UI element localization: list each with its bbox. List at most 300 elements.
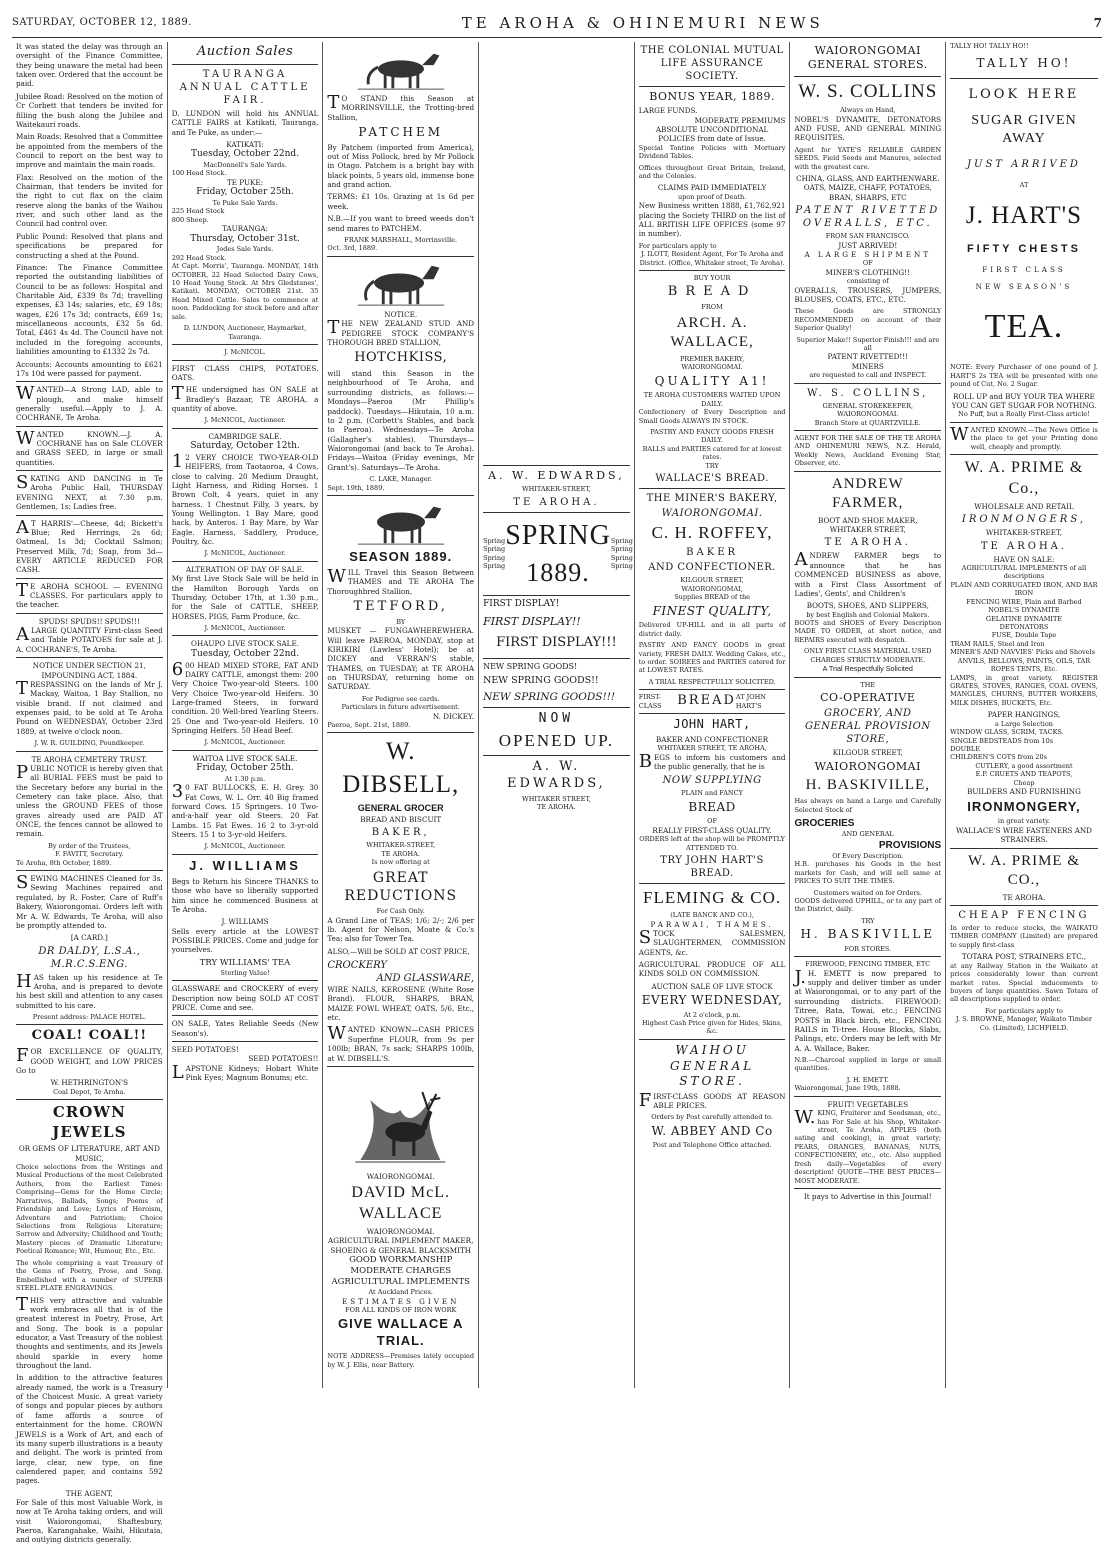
patent-overalls: PATENT RIVETTED OVERALLS, ETC. <box>795 205 941 230</box>
divider <box>16 578 163 579</box>
patchem-name: PATCHEM <box>358 125 444 140</box>
provisions-label: PROVISIONS <box>878 839 942 851</box>
fifty-chests: FIFTY CHESTS <box>966 243 1081 256</box>
look-here: LOOK HERE <box>968 87 1080 103</box>
balls-parties: BALLS and PARTIES catered for at lowest rates. <box>642 444 782 462</box>
wholesale-retail: WHOLESALE AND RETAIL <box>974 501 1074 511</box>
collins-heading-2: W. S. COLLINS, <box>807 387 929 399</box>
new-business: New Business written 1888, £1,762,921 placing the Society THIRD on the list of ALL BRITISH LIFE OFFICES (some 97 in number). <box>638 201 786 239</box>
kilgour-street: KILGOUR STREET, <box>832 748 903 758</box>
fleming-stock: STOCK SALESMEN, SLAUGHTERMEN, COMMISSION AGENTS, &c. <box>638 926 786 957</box>
give-wallace-trial: GIVE WALLACE A TRIAL. <box>337 1316 464 1349</box>
hotchkiss-name: HOTCHKISS, <box>354 350 448 366</box>
plain-fancy: PLAIN and FANCY <box>681 789 743 798</box>
ad-notice-heading: NOTICE UNDER SECTION 21, IMPOUNDING ACT, 1884. <box>32 661 146 680</box>
waitoa-heading: WAITOA LIVE STOCK SALE. <box>192 753 298 763</box>
ad-spuds: ALARGE QUANTITY First-class Seed and Table POTATOES for sale at J. A. COCHRANE'S, Te Aroha. <box>16 624 163 654</box>
katikati-date: Tuesday, October 22nd. <box>191 149 300 160</box>
roffey-confectioner: AND CONFECTIONER. <box>648 562 776 574</box>
san-francisco: FROM SAN FRANCISCO. <box>825 232 910 241</box>
crown-jewels-contents: Choice selections from the Writings and Musical Productions of the most Celebrated Authors, from the Earliest Times: Comprising—Gems for the Home Circle; Narratives, Ballads, Songs; Poems of Friendship and Love; Lyrics of Heroism, Adventure and Patriotism; Choice Selections from Religious Literature; Sorrow and Adversity; Childhood and Youth; Mastery pieces of Dramatic Literature; Poetical Romance; Wit, Humour, Etc., Etc. <box>16 1162 163 1256</box>
spring-year: 1889. <box>526 558 590 588</box>
mcl-wallace-heading: DAVID McL. WALLACE <box>351 1184 451 1223</box>
apply-to: For particulars apply to <box>985 1006 1063 1015</box>
tauranga-yard: Jodes Sale Yards. <box>216 245 274 254</box>
spring-side-right <box>611 537 633 571</box>
tauranga-date: Thursday, October 31st. <box>190 233 300 244</box>
divider <box>639 883 786 884</box>
stock-line: CUTLERY, a good assortment <box>975 761 1073 770</box>
column-6 <box>790 42 946 1388</box>
also-sold: ALSO,—Will be SOLD AT COST PRICE, <box>327 946 470 956</box>
mcnicol-auctioneer: J. McNICOL, Auctioneer. <box>204 624 286 633</box>
newspaper-title: TE AROHA & OHINEMURI NEWS <box>461 13 824 32</box>
waikato-timber: In order to reduce stocks, the WAIKATO TIMBER COMPANY (Limited) are prepared to supply first-class <box>950 923 1098 949</box>
tepuke-date: Friday, October 25th. <box>196 187 294 198</box>
divider <box>16 426 163 427</box>
for-stores: FOR STORES. <box>844 944 892 953</box>
at-harts: AT JOHN HART'S <box>735 693 766 710</box>
spring-side: Spring <box>610 545 633 554</box>
tetford-pedigree: For Pedigree see cards. <box>361 694 440 703</box>
williams-heading: J. WILLIAMS <box>189 857 301 873</box>
stock-line: E.P. CRUETS AND TEAPOTS, <box>975 770 1073 779</box>
stock-line: DETONATORS <box>999 622 1049 631</box>
browne-signature: J. S. BROWNE, Manager, Waikato Timber Co. (Limited), LICHFIELD. <box>955 1015 1093 1032</box>
williams-prices: Sells every article at the LOWEST POSSIBLE PRICES. Come and judge for yourselves. <box>171 926 319 955</box>
wire-ad: WIRE NAILS, KEROSENE (White Rose Brand). FLOUR, SHARPS, BRAN, MAIZE FOWL WHEAT, OATS, 5/6, Etc., etc. <box>327 985 475 1023</box>
waiorongomai-label: WAIORONGOMAI. <box>837 410 899 419</box>
john-hart-heading: JOHN HART, <box>673 717 751 732</box>
confectionery: Confectionery of Every Description and Small Goods ALWAYS IN STOCK. <box>638 408 786 425</box>
masthead <box>12 8 1102 38</box>
orders-left: ORDERS left at the shop will be PROMPTLY ATTENDED TO. <box>639 835 785 852</box>
morris-sale: At Capt. Morris', Tauranga. MONDAY, 14th OCTOBER, 22 Head Selected Dairy Cows, 10 Head Young Stock. At Mrs Gledstanes', Katikati. MONDAY, OCTOBER 21st. 35 Head Mixed Cattle. Sales to commence at noon. Paddocking for stock before and after sale. <box>171 262 319 321</box>
cemetery-signature: F. FAVITT, Secretary. <box>55 850 124 859</box>
oats-maize: OATS, MAIZE, CHAFF, POTATOES, BRAN, SHARPS, ETC <box>803 183 932 202</box>
prime-town-2: TE AROHA. <box>1002 892 1046 902</box>
waitoa-time: At 1.30 p.m. <box>224 774 266 783</box>
edwards-town: TE AROHA. <box>513 496 600 508</box>
spring-side: Spring <box>610 553 633 562</box>
now-supplying: NOW SUPPLYING <box>662 775 762 787</box>
ad-coal-heading: COAL! COAL!! <box>31 1028 148 1044</box>
council-report-para: Public Pound: Resolved that plans and specifications be prepared for constructing a shed at the Pound. <box>16 231 163 260</box>
divider <box>327 732 474 733</box>
dibsell-heading: W. DIBSELL, <box>342 738 460 798</box>
council-report-para: Main Roads: Resolved that a Committee be appointed from the members of the Council to report on the best way to improve and maintain the main roads. <box>16 132 163 170</box>
divider <box>639 86 786 87</box>
mcl-line: ESTIMATES GIVEN <box>341 1296 460 1306</box>
cambridge-heading: CAMBRIDGE SALE. <box>208 431 282 441</box>
boot-maker: BOOT AND SHOE MAKER, <box>818 515 918 525</box>
divider <box>172 428 319 429</box>
spring-side: Spring <box>483 536 506 545</box>
boots-shoes: BOOTS, SHOES, AND SLIPPERS, <box>806 601 929 611</box>
mcl-line: FOR ALL KINDS OF IRON WORK <box>345 1305 457 1314</box>
waiorongomai-heading: WAIORONGOMAI <box>814 759 921 773</box>
cheap-fencing: CHEAP FENCING <box>958 909 1090 921</box>
stock-line: ANVILS, BELLOWS, PAINTS, OILS, TAR ROPES TENTS, Etc. <box>957 656 1091 674</box>
farmer-body: ANDREW FARMER begs to announce that he has COMMENCED BUSINESS as above, with a First Class Assortment of Ladies', Gents', and Children's <box>794 549 942 598</box>
column-7 <box>946 42 1102 1388</box>
railway-station: at any Railway Station in the Waikato at prices considerably lower than current market rates. Special inducements to buyers of large quantities. Sawn Totara of all descriptions supplied to order. <box>950 961 1098 1004</box>
large-shipment: A LARGE SHIPMENT <box>804 249 932 259</box>
williams-tea-sub: Sterling Value! <box>220 968 270 977</box>
divider <box>483 465 630 466</box>
inspect: are requested to call and INSPECT. <box>809 371 927 380</box>
harts-heading: J. HART'S <box>965 201 1083 229</box>
council-report-para: Accounts: Accounts amounting to £621 17s 10d were passed for payment. <box>16 359 163 378</box>
divider <box>16 1024 163 1025</box>
ad-trespass: TRESPASSING on the lands of Mr J. Mackay, Waitoa, 1 Bay Stallion, no visible brand. If not claimed and expenses paid, to be sold at Te Aroha Pound on WEDNESDAY, October 23rd 1889, at twelve o'clock noon. <box>16 677 163 736</box>
claims-paid: CLAIMS PAID IMMEDIATELY <box>657 183 767 193</box>
builders: BUILDERS AND FURNISHING <box>967 787 1081 797</box>
divider <box>16 1099 163 1100</box>
ad-dalby-heading: DR DALDY, L.S.A., M.R.C.S.ENG. <box>38 945 141 970</box>
divider <box>794 956 941 957</box>
seeds-ad: ON SALE, Yates Reliable Seeds (New Season's). <box>171 1019 319 1038</box>
customers-orders: Customers waited on for Orders. <box>813 888 922 897</box>
coop-heading: CO-OPERATIVE <box>820 691 916 704</box>
crown-jewels-para: In addition to the attractive features already named, the work is a Treasury of the Choicest Music. A great variety of songs and popular pieces by authors of fame affords a source of entertainment for the home. CROWN JEWELS is a Work of Art, and each of its many superb illustrations is a beauty and delight. The work is printed from large, clear, new type, on fine calendered paper, and contains 592 pages. <box>16 1373 163 1486</box>
of-label: OF <box>862 259 873 268</box>
tally-ho-2: TALLY HO! <box>976 56 1072 71</box>
nobel-dynamite: NOBEL'S DYNAMITE, DETONATORS AND FUSE, AND GENERAL MINING REQUISITES. <box>794 114 942 143</box>
roffey-supplies: Supplies BREAD of the <box>674 593 750 602</box>
tally-ho-1: TALLY HO! TALLY HO!! <box>950 42 1029 50</box>
just-arrived: JUST ARRIVED <box>967 159 1081 171</box>
emett-signature: J. H. EMETT. <box>846 1075 889 1084</box>
cash-prices-ad: WANTED KNOWN—CASH PRICES Superfine FLOUR, from 9s per 100lb; BRAN, 7s sack; SHARPS 100lb, at W. DIBSELL'S. <box>327 1023 475 1063</box>
emett-date: Waiorongomai, June 19th, 1888. <box>794 1084 901 1093</box>
spring-side-left <box>483 537 505 571</box>
hart-bread-row <box>639 693 786 710</box>
divider <box>483 512 630 513</box>
policies-issue: POLICIES from date of Issue. <box>658 134 766 144</box>
dibsell-address: WHITAKER-STREET, <box>366 841 436 850</box>
now-label: NOW <box>538 711 575 727</box>
new-seasons: NEW SEASON'S <box>975 281 1073 291</box>
marshall-signature: FRANK MARSHALL, Morrinsville. <box>344 235 458 244</box>
crown-jewels-para: THIS very attractive and valuable work embraces all that is of the greatest interest in Poetry, Prose, Art and Song. The book is a popular educator, a Vast Treasury of the noblest thoughts and sentiments, and its Jewels should sparkle in every home throughout the land. <box>16 1293 163 1371</box>
stock-line: GELATINE DYNAMITE <box>985 614 1063 623</box>
miners-clothing: MINER'S CLOTHING!! <box>825 267 910 277</box>
upon-proof: upon proof of Death. <box>677 192 747 201</box>
pastry-fresh: PASTRY AND FANCY GOODS FRESH DAILY. <box>650 428 774 445</box>
waitoa-sale: 30 FAT BULLOCKS, E. H. Grey. 30 Fat Cows, W. L. Orr. 40 Big framed forward Cows. 15 Springers. 10 Two-and-a-half year old Steers. 20 Fat Lambs. 15 Fat Ewes. 16 2 to 3-yr-old Steers. 15 1 to 3-yr-old Heifers. <box>171 781 319 840</box>
prime-heading: W. A. PRIME & Co., <box>964 459 1084 498</box>
new-spring-goods-2: NEW SPRING GOODS!! <box>483 675 599 687</box>
orders-post: Orders by Post carefully attended to. <box>651 1113 773 1122</box>
ad-skating: SKATING AND DANCING in Te Aroha Public Hall, THURSDAY EVENING NEXT, at 7.30 p.m. Gentlemen, 1s; Ladies free. <box>16 472 163 512</box>
crown-agent-heading: THE AGENT, <box>65 1488 113 1498</box>
hotchkiss-body: will stand this Season in the neighbourhood of Te Aroha, and surrounding districts, as follows:— Mondays—Paeroa (Mr Phillip's paddock). Tuesdays—Hikutaia, 10 a.m. to 2 p.m. (Corbett's Stables, and back to Paeroa). Wednesdays—Te Aroha (Gallagher's stables). Thursdays—Waiorongomai (and back to Te Aroha). Fridays—Waitoa (Friday evenings, Mr Grant's). Saturdays—Te Aroha. <box>327 369 475 472</box>
column-2 <box>168 42 324 1388</box>
lake-signature: C. LAKE, Manager. <box>369 475 433 484</box>
fleming-late: (LATE BANCK AND CO.), <box>670 911 754 920</box>
every-wednesday: EVERY WEDNESDAY, <box>641 993 783 1008</box>
ohaupo-heading: OHAUPO LIVE STOCK SALE. <box>191 639 299 649</box>
dibsell-baker: BAKER, <box>371 827 430 839</box>
williams-tea: TRY WILLIAMS' TEA <box>199 957 291 968</box>
from-label: FROM <box>701 303 723 312</box>
tauranga-fair-intro: D. LUNDON will hold his ANNUAL CATTLE FAIRS at Katikati, Tauranga, and Te Puke, as under:— <box>171 108 319 137</box>
at-two: At 2 o'clock, p.m. <box>683 1010 741 1019</box>
ad-spuds-heading: SPUDS! SPUDS!! SPUDS!!! <box>38 616 140 626</box>
tetford-name: TETFORD, <box>353 598 448 614</box>
ad-wanted-lad: WANTED—A Strong LAD, able to plough, and make himself generally useful.—Apply to J. A. COCHRANE, Te Aroha. <box>16 383 163 423</box>
groceries-label: GROCERIES <box>794 818 855 830</box>
sugar-given-away: SUGAR GIVEN AWAY <box>971 112 1077 147</box>
stock-line: SINGLE BEDSTEADS from 10s <box>950 736 1054 745</box>
carefully-selected: Has always on hand a Large and Carefully Selected Stock of <box>794 797 942 814</box>
divider <box>16 381 163 382</box>
stock-line: MINER'S AND NAVVIES' Picks and Shovels <box>950 648 1095 657</box>
charcoal: N.B.—Charcoal supplied in large or small quantities. <box>794 1055 942 1073</box>
spring-side: Spring <box>483 545 506 554</box>
divider <box>172 854 319 855</box>
dibsell-town: TE AROHA. <box>381 849 420 858</box>
column-5 <box>635 42 791 1388</box>
mcl-line: AGRICULTURAL IMPLEMENTS <box>331 1277 470 1288</box>
yates-seeds: Agent for YATE'S RELIABLE GARDEN SEEDS. Field Seeds and Manures, selected with the greatest care. <box>794 145 942 171</box>
roffey-street: KILGOUR STREET, <box>680 576 744 585</box>
for-cash: For Cash Only. <box>376 907 425 916</box>
williams-thanks: Begs to Return his Sincere THANKS to those who have so liberally supported him since he commenced Business at Te Aroha. <box>171 876 319 914</box>
divider <box>639 488 786 489</box>
cambridge-date: Saturday, October 12th. <box>190 441 300 452</box>
first-display-3: FIRST DISPLAY!!! <box>496 634 617 650</box>
patent-rivetted: PATENT RIVETTED!!! <box>827 352 909 362</box>
stock-line: WINDOW GLASS, SCRIM, TACKS. <box>950 728 1064 737</box>
tauranga-fair-heading: TAURANGA ANNUAL CATTLE FAIR. <box>179 68 311 106</box>
spring-side: Spring <box>483 553 506 562</box>
spring-center <box>505 516 611 592</box>
farmer-street: WHITAKER STREET, <box>829 525 906 535</box>
divider <box>950 422 1098 423</box>
the-label: THE <box>860 680 876 689</box>
special-tontine: Special Tontine Policies with Mortuary Dividend Tables. <box>638 143 786 161</box>
tepuke-label: TE PUKE: <box>226 177 264 187</box>
pastry-variety: PASTRY AND FANCY GOODS in great variety, FRESH DAILY. Wedding Cakes, etc., to order. SOIREES and PARTIES catered for at LOWEST RATES. <box>638 641 786 675</box>
divider <box>327 1066 474 1067</box>
lapstone-ad: LAPSTONE Kidneys; Hobart White Pink Eyes; Magnum Bonums; etc. <box>171 1061 319 1083</box>
large-selection: a Large Selection <box>994 719 1053 728</box>
mcl-line: GOOD WORKMANSHIP <box>349 1254 453 1265</box>
bonus-year: BONUS YEAR, 1889. <box>649 90 775 103</box>
every-description: Of Every Description. <box>832 851 904 860</box>
season-heading: SEASON 1889. <box>349 548 453 564</box>
finest-quality: FINEST QUALITY, <box>652 603 772 618</box>
post-office: Post and Telephone Office attached. <box>652 1141 772 1150</box>
general-storekeeper: GENERAL STOREKEEPER, <box>822 401 914 410</box>
premier-bakery: PREMIER BAKERY, <box>679 354 745 363</box>
tetford-by: BY <box>396 617 406 626</box>
of-label: OF <box>707 817 718 826</box>
just-arrived: JUST ARRIVED! <box>838 240 898 250</box>
great-variety: in great variety. <box>997 817 1050 826</box>
column-4 <box>479 42 635 1388</box>
notice-label: NOTICE. <box>384 309 418 319</box>
divider <box>794 471 941 472</box>
lundon-signature: D. LUNDON, Auctioneer, Haymarket, Tauranga. <box>183 324 307 341</box>
divider <box>483 595 630 596</box>
crockery-label: CROCKERY <box>327 960 387 972</box>
crown-jewels-heading: CROWN JEWELS <box>52 1103 127 1141</box>
page-number: 7 <box>1093 15 1102 30</box>
tea-note: NOTE: Every Purchaser of one pound of J. HART'S 2s TEA will be presented with one pound of Cut, No. 2 Sugar. <box>950 363 1098 389</box>
waihou-goods: FIRST-CLASS GOODS AT REASON ABLE PRICES. <box>638 1089 786 1111</box>
patchem-terms: TERMS: £1 10s. Grazing at 1s 6d per week. <box>327 192 475 211</box>
divider <box>172 980 319 981</box>
customers-waited: TE AROHA CUSTOMERS WAITED UPON DAILY. <box>643 391 781 408</box>
divider <box>16 751 163 752</box>
stock-line: FUSE, Double Tape <box>991 631 1057 640</box>
ad-sewing: SEWING MACHINES Cleaned for 3s. Sewing Machines repaired and regulated, by R. Foster, Care of Ruff's Bakery, Waiorongomai. Orders left with Mr A. W. Edwards, Te Aroha, will also be promptly attended to. <box>16 872 163 930</box>
patchem-date: Oct. 3rd, 1889. <box>327 244 378 253</box>
edwards-heading: A. W. EDWARDS, <box>488 469 625 482</box>
first-class-label: FIRST-CLASS <box>638 693 662 710</box>
fruit-heading: FRUIT! VEGETABLES <box>827 1099 909 1109</box>
tetford-intro: WILL Travel this Season Between THAMES and TE AROHA The Thoroughbred Stallion, <box>327 565 475 596</box>
poundkeeper-signature: J. W. R. GUILDING, Poundkeeper. <box>34 739 145 748</box>
prime-town: TE AROHA. <box>980 540 1068 552</box>
absolute-unconditional: ABSOLUTE UNCONDITIONAL <box>655 125 769 135</box>
ad-card-label: [A CARD.] <box>70 933 108 943</box>
ilott-agent: J. ILOTT, Resident Agent, For Te Aroha and District. (Office, Whitaker street, Te Aroha). <box>639 250 785 267</box>
dibsell-offer: Is now offering at <box>371 858 430 867</box>
divider <box>483 707 630 708</box>
grocery-store: GROCERY, AND GENERAL PROVISION STORE, <box>804 708 931 746</box>
roffey-town: WAIORONGOMAI, <box>681 584 743 593</box>
prime-street: WHITAKER-STREET, <box>985 528 1063 538</box>
katikati-yard: MacDonnell's Sale Yards. <box>203 161 287 170</box>
ad-coal-address: Coal Depot, Te Aroha. <box>53 1087 126 1096</box>
consisting-of: consisting of <box>846 277 889 286</box>
seed-potatoes-1: SEED POTATOES! <box>171 1044 239 1054</box>
try-hart-bread: TRY JOHN HART'S BREAD. <box>660 854 764 879</box>
column-1 <box>12 42 168 1545</box>
mcl-line: MODERATE CHARGES <box>350 1265 452 1276</box>
abbey-heading: W. ABBEY AND Co <box>651 1123 773 1138</box>
council-report-para: Finance: The Finance Committee reported the outstanding liabilities of Council to be as follows: Hospital and Charitable Aid, £339 8s 7d; travelling expenses, £3 14s; salaries, etc, £9 18s; wages, £26 17s 3d; contracts, £69 1s; miscellaneous accounts, £32 5s 6d. Total, £461 4s 4d. The Council have not included in the foregoing accounts, liabilities amounting to £1332 2s 7d. <box>16 262 163 357</box>
stock-line: LAMPS, in great variety. REGISTER GRATES, STOVES, RANGES, COAL OVENS, MANGLES, CHURNS, BUTTER WORKERS, MILK DISHES, BUCKETS, Etc. <box>950 673 1098 707</box>
first-class-label: FIRST CLASS <box>982 264 1066 274</box>
divider <box>172 64 319 65</box>
always-on-hand: Always on Hand, <box>840 106 896 115</box>
crown-jewels-subheading: OR GEMS OF LITERATURE, ART AND MUSIC, <box>18 1144 160 1163</box>
mcnicol-name: J. McNICOL. <box>224 348 266 357</box>
roll-up: ROLL UP and BUY YOUR TEA WHERE YOU CAN GET SUGAR FOR NOTHING. <box>951 391 1097 411</box>
issue-date: SATURDAY, OCTOBER 12, 1889. <box>12 17 192 28</box>
divider <box>794 1096 941 1097</box>
hart-bread: BREAD <box>677 693 736 709</box>
particulars-apply: For particulars apply to <box>638 241 717 250</box>
paper-hangings: PAPER HANGINGS, <box>987 710 1061 720</box>
first-display-2: FIRST DISPLAY!! <box>483 614 581 628</box>
divider <box>794 430 941 431</box>
news-agent: AGENT FOR THE SALE OF THE TE AROHA AND OHINEMURI NEWS, N.Z. Herald, Weekly News, Auckland Evening Star, Observer, etc. <box>794 433 942 468</box>
firewood-heading: FIREWOOD, FENCING TIMBER, ETC <box>805 960 931 969</box>
ad-dalby: HAS taken up his residence at Te Aroha, and is prepared to devote his best skill and attention to any cases submitted to his care. <box>16 970 163 1010</box>
waiorongomai-label: WAIORONGOMAI. <box>366 1171 435 1181</box>
ad-dalby-address: Present address: PALACE HOTEL. <box>32 1013 146 1022</box>
hb-purchases: H.B. purchases his Goods in the best markets for Cash, and will sell same at PRICES TO SUIT THE TIMES. <box>794 860 942 886</box>
hart-street: WHITAKER STREET, TE AROHA, <box>657 744 767 753</box>
first-display-1: FIRST DISPLAY! <box>483 598 560 609</box>
alteration-text: My first Live Stock Sale will be held in the Hamilton Borough Yards on Thursday, October 17th, at 1.30 p.m., for the Sale of CATTLE, SHEEP, HORSES, PIGS, Farm Produce, &c. <box>171 574 319 621</box>
divider <box>172 360 319 361</box>
waihou-store: WAIHOU GENERAL STORE. <box>669 1042 755 1089</box>
note-address: NOTE ADDRESS—Premises lately occupied by W. J. Ellis, near Battery. <box>327 1352 475 1369</box>
superior-make: Superior Make!! Superior Finish!!! and are all <box>796 335 940 353</box>
roffey-baker: BAKER <box>686 547 739 559</box>
prime-heading-2: W. A. PRIME & CO., <box>967 852 1080 889</box>
have-on-sale: HAVE ON SALE: <box>993 554 1055 564</box>
stock-line: PLAIN AND CORRUGATED IRON, AND BAR IRON <box>950 580 1098 598</box>
ad-harris: AT HARRIS'—Cheese, 4d; Bickett's Blue; Red Herrings, 2s 6d; Oatmeal, 1s 3d; Cocktail Salmon; Preserved Milk, 7d; Soap, from 3d—EVERY ARTICLE REDUCED FOR CASH. <box>16 516 163 575</box>
ad-school: TE AROHA SCHOOL — EVENING CLASSES. For particulars apply to the teacher. <box>16 579 163 610</box>
stock-line: FENCING WIRE, Plain and Barbed <box>966 597 1082 606</box>
new-spring-goods-1: NEW SPRING GOODS! <box>483 661 578 671</box>
ad-cemetery-heading: TE AROHA CEMETERY TRUST. <box>31 754 148 764</box>
miners-bakery: THE MINER'S BAKERY, <box>646 493 778 505</box>
ad-coal-name: W. HETHRINGTON'S <box>50 1078 129 1088</box>
divider <box>639 713 786 714</box>
trial-solicited: A Trial Respectfully Solicited <box>822 664 913 674</box>
divider <box>172 561 319 562</box>
pays-to-advertise: It pays to Advertise in this Journal! <box>803 1192 932 1202</box>
divider <box>16 870 163 871</box>
moderate-premiums: MODERATE PREMIUMS <box>694 115 786 125</box>
patchem-nb: N.B.—If you want to breed weeds don't send mares to PATCHEM. <box>327 214 475 233</box>
bread-heading: BREAD <box>667 284 757 300</box>
tetford-particulars: Particulars in future advertisement. <box>341 703 460 712</box>
mcnicol-auctioneer: J. McNICOL, Auctioneer. <box>204 842 286 851</box>
tea-heading: TEA. <box>984 308 1064 346</box>
divider <box>950 78 1098 79</box>
made-to-order: BOOTS and SHOES of Every Description MADE TO ORDER, at short notice, and REPAIRS executed with despatch. <box>794 619 942 644</box>
patchem-body: By Patchem (imported from America), out of Miss Pollock, bred by Mr Pollock in Otago. Patchem is a bright bay with black points, 5 years old, immense bone and grand action. <box>327 142 475 190</box>
farmer-heading: ANDREW FARMER, <box>831 475 904 512</box>
branch-store: Branch Store at QUARTZVILLE. <box>814 418 921 427</box>
ad-coal: FOR EXCELLENCE OF QUALITY, GOOD WEIGHT, and LOW PRICES Go to <box>16 1045 163 1076</box>
ad-cemetery: PUBLIC NOTICE is hereby given that all BURIAL FEES must be paid to the Secretary before any burial in the Cemetery can take place. Also, that unless the GROUND FEES of those graves already used are PAID AT ONCE, the fences cannot be allowed to remain. <box>16 761 163 839</box>
column-3 <box>323 42 479 1388</box>
dibsell-bread: BREAD AND BISCUIT <box>360 815 442 825</box>
katikati-label: KATIKATI: <box>226 139 264 149</box>
spring-side: Spring <box>610 536 633 545</box>
miners-town: WAIORONGOMAI. <box>661 508 763 520</box>
ironmongery-heading: IRONMONGERY, <box>967 798 1081 814</box>
mcnicol-auctioneer: J. McNICOL, Auctioneer. <box>204 549 286 558</box>
strongly-recommended: These Goods are STRONGLY RECOMMENDED on account of their Superior Quality! <box>794 307 942 333</box>
glassware-ad: GLASSWARE and CROCKERY of every Description now being SOLD AT COST PRICE. Come and see. <box>171 984 319 1012</box>
council-report-para: Jubilee Road: Resolved on the motion of Cr Corbett that tenders be invited for filling the bush along the Jubilee and Waitekauri roads. <box>16 91 163 129</box>
no-puff: No Puff, but a Really First-Class article! <box>958 410 1090 419</box>
hart-begs: BEGS to inform his customers and the public generally, that he is <box>638 750 786 772</box>
mcl-line: At Auckland Prices. <box>368 1288 433 1297</box>
at-label: AT <box>1019 181 1029 190</box>
spring-side: Spring <box>610 562 633 571</box>
bradley-bazaar-ad: THE undersigned has ON SALE at Bradley's Bazaar, TE AROHA, a quantity of above. <box>171 383 319 413</box>
horse-engraving <box>335 260 467 308</box>
divider <box>794 383 941 384</box>
baskiville-heading-2: H. BASKIVILLE <box>800 927 936 942</box>
delivered-uphill: Delivered UP-HILL and in all parts of district daily. <box>638 621 786 638</box>
wallace-wire: WALLACE'S WIRE FASTENERS AND STRAINERS. <box>955 825 1092 845</box>
